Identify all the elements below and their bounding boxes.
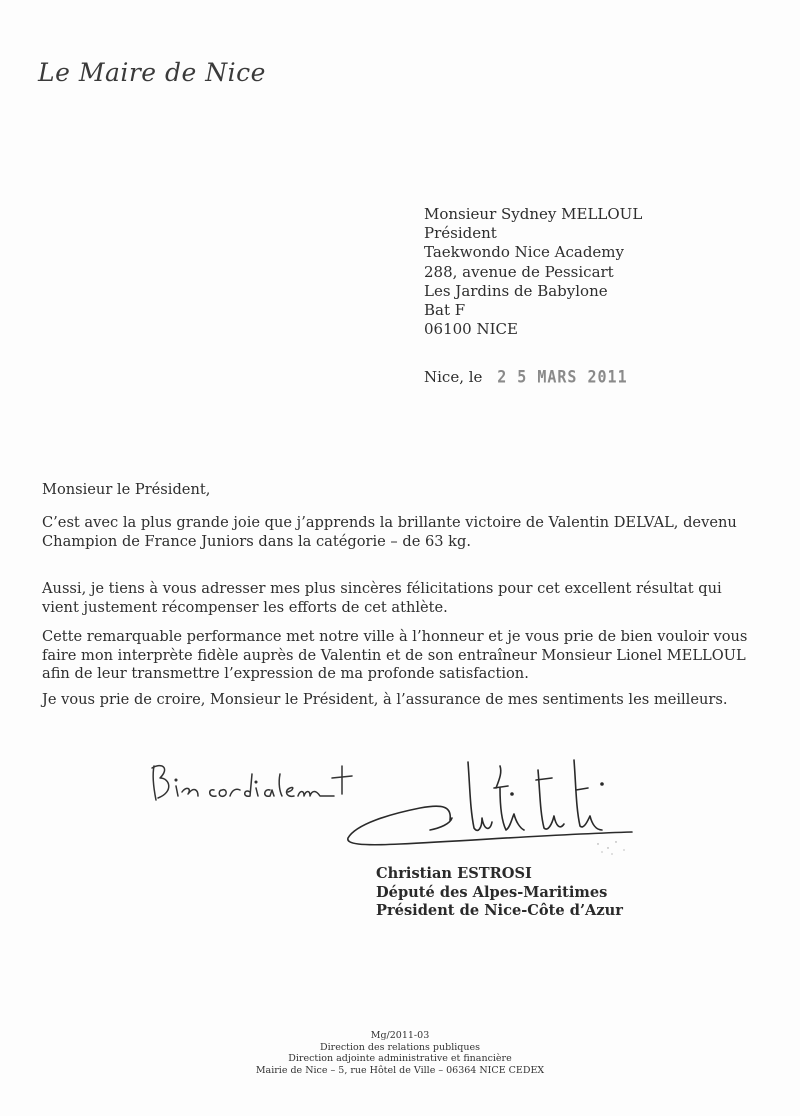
footer-address: Mairie de Nice – 5, rue Hôtel de Ville – 06364 NICE CEDEX (255, 1064, 545, 1076)
recipient-line: 288, avenue de Pessicart (424, 262, 614, 281)
recipient-line: Les Jardins de Babylone (424, 281, 608, 300)
signer-title: Président de Nice-Côte d’Azur (376, 902, 623, 919)
paragraph-line: Je vous prie de croire, Monsieur le Président, à l’assurance de mes sentiments les meilleurs. (42, 691, 728, 708)
date-place: Nice, le (424, 368, 483, 386)
recipient-line: 06100 NICE (424, 320, 518, 339)
recipient-line: Président (424, 224, 497, 243)
signer-name: Christian ESTROSI (376, 865, 532, 882)
paragraph-3 (42, 628, 757, 684)
salutation: Monsieur le Président, (42, 481, 211, 498)
footer-line: Direction des relations publiques (320, 1041, 480, 1053)
paragraph-line: Champion de France Juniors dans la catégorie – de 63 kg. (42, 532, 471, 550)
signer-title: Député des Alpes-Maritimes (376, 883, 608, 901)
paragraph-1 (42, 514, 757, 551)
paragraph-line: Aussi, je tiens à vous adresser mes plus sincères félicitations pour cet excellent résultat qui (42, 580, 722, 597)
recipient-line: Monsieur Sydney MELLOUL (424, 205, 643, 223)
date-line (424, 368, 628, 386)
recipient-line: Bat F (424, 301, 466, 320)
signature (340, 758, 640, 858)
recipient-line: Taekwondo Nice Academy (424, 243, 625, 262)
paragraph-line: faire mon interprète fidèle auprès de Valentin et de son entraîneur Monsieur Lionel MELLOUL (42, 646, 746, 664)
date-stamp: 2 5 MARS 2011 (497, 367, 628, 387)
footer (200, 1030, 600, 1076)
paragraph-line: afin de leur transmettre l’expression de ma profonde satisfaction. (42, 665, 529, 682)
signer-block (376, 865, 623, 921)
paragraph-2 (42, 580, 757, 617)
footer-reference: Mg/2011-03 (370, 1030, 430, 1041)
recipient-address (424, 205, 642, 339)
letterhead-title: Le Maire de Nice (38, 58, 266, 87)
paragraph-line: C’est avec la plus grande joie que j’apprends la brillante victoire de Valentin DELVAL, devenu (42, 514, 737, 531)
closing-formula (42, 691, 757, 710)
paragraph-line: vient justement récompenser les efforts de cet athlète. (42, 598, 448, 616)
paragraph-line: Cette remarquable performance met notre ville à l’honneur et je vous prie de bien vouloir vous (42, 628, 748, 645)
footer-line: Direction adjointe administrative et financière (288, 1053, 512, 1064)
